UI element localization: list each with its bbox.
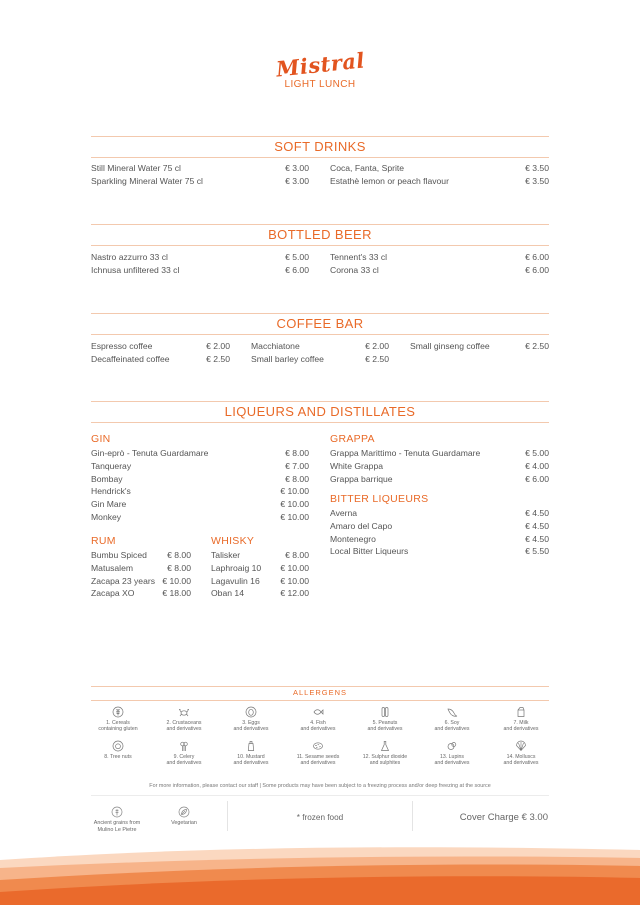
allergen-line1: 1. Cereals [106, 720, 130, 726]
subsection-title-grappa: GRAPPA [330, 433, 375, 445]
soy-icon [446, 706, 458, 718]
fish-icon [312, 706, 324, 718]
item-name: Montenegro [330, 533, 376, 544]
subsection-title-gin: GIN [91, 433, 111, 445]
menu-item [330, 162, 549, 175]
divider [91, 700, 549, 701]
allergen-line2: and derivatives [233, 760, 269, 766]
item-price: € 10.00 [280, 511, 309, 522]
allergen-soy [417, 706, 487, 732]
cover-charge: Cover Charge € 3.00 [459, 812, 548, 823]
milk-icon [515, 706, 527, 718]
item-price: € 10.00 [280, 486, 309, 497]
coffee-col-2 [251, 340, 389, 366]
item-name: Matusalem [91, 562, 134, 573]
divider [91, 686, 549, 687]
allergen-peanuts [350, 706, 420, 732]
menu-item [330, 473, 549, 486]
divider [91, 136, 549, 137]
menu-item [91, 162, 309, 175]
brand-logo [0, 47, 640, 90]
allergens-title: ALLERGENS [292, 688, 348, 697]
item-name: Tennent's 33 cl [330, 252, 388, 262]
item-name: Talisker [211, 550, 241, 560]
menu-item [251, 340, 389, 353]
menu-item [91, 549, 191, 562]
brand-subtitle: LIGHT LUNCH [284, 79, 356, 90]
allergen-line2: and derivatives [300, 726, 336, 732]
allergen-milk [486, 706, 556, 732]
whisky-list [211, 533, 309, 600]
item-name: White Grappa [330, 460, 384, 471]
crab-icon [178, 706, 190, 718]
subsection-title-bitter: BITTER LIQUEURS [330, 493, 429, 505]
menu-item [91, 447, 309, 460]
item-price: € 8.00 [167, 550, 191, 560]
shell-icon [515, 740, 527, 752]
nut-icon [112, 740, 124, 752]
flask-icon [379, 740, 391, 752]
peanut-icon [379, 706, 391, 718]
item-name: Hendrick's [91, 486, 131, 497]
brand-name: Mistral [274, 47, 366, 82]
item-price: € 5.50 [525, 546, 549, 557]
item-name: Bombay [91, 473, 123, 484]
menu-item [211, 549, 309, 562]
ancient-grains-line1: Ancient grains from [93, 820, 141, 826]
menu-item [330, 520, 549, 533]
item-price: € 3.00 [285, 175, 309, 186]
item-price: € 2.00 [365, 341, 389, 351]
allergen-line1: 8. Tree nuts [104, 754, 132, 760]
menu-item [330, 545, 549, 558]
menu-item [330, 533, 549, 546]
menu-item [91, 460, 309, 473]
frozen-food-note: * frozen food [296, 813, 344, 822]
allergen-line2: and derivatives [233, 726, 269, 732]
menu-item [91, 353, 230, 366]
menu-item [330, 175, 549, 188]
allergen-line2: and sulphites [369, 760, 401, 766]
bitter-list [330, 491, 549, 558]
item-name: Coca, Fanta, Sprite [330, 163, 405, 173]
menu-item [330, 507, 549, 520]
menu-item [211, 587, 309, 600]
allergen-line1: 10. Mustard [237, 754, 265, 760]
allergen-line1: 14. Molluscs [506, 754, 536, 760]
decorative-waves [0, 840, 640, 905]
allergen-cereals [83, 706, 153, 732]
allergen-line1: 3. Eggs [242, 720, 260, 726]
rum-list [91, 533, 191, 600]
item-name: Lagavulin 16 [211, 575, 260, 586]
allergen-lupins [417, 740, 487, 766]
item-name: Grappa Marittimo - Tenuta Guardamare [330, 448, 481, 458]
item-price: € 4.50 [525, 508, 549, 518]
menu-item [330, 447, 549, 460]
allergen-line1: 9. Celery [173, 754, 195, 760]
allergen-tree-nuts [83, 740, 153, 760]
allergen-line1: 2. Crustaceans [166, 720, 202, 726]
sesame-icon [312, 740, 324, 752]
menu-item [91, 485, 309, 498]
celery-icon [178, 740, 190, 752]
item-price: € 12.00 [280, 588, 309, 599]
allergen-sulphites [350, 740, 420, 766]
ancient-grains-legend [83, 806, 151, 833]
allergen-line2: and derivatives [503, 726, 539, 732]
leaf-icon [178, 806, 190, 818]
item-name: Oban 14 [211, 588, 244, 599]
item-name: Sparkling Mineral Water 75 cl [91, 175, 203, 186]
divider [91, 401, 549, 402]
vegetarian-label: Vegetarian [171, 820, 197, 826]
item-name: Grappa barrique [330, 473, 393, 484]
item-price: € 6.00 [525, 252, 549, 262]
item-price: € 8.00 [285, 550, 309, 560]
egg-icon [245, 706, 257, 718]
item-name: Averna [330, 508, 358, 518]
allergen-line2: and derivatives [367, 726, 403, 732]
item-price: € 10.00 [280, 575, 309, 586]
menu-item [91, 175, 309, 188]
menu-item [91, 340, 230, 353]
item-name: Corona 33 cl [330, 264, 379, 275]
allergen-line1: 4. Fish [310, 720, 326, 726]
ancient-grains-line2: Mulino Le Pietre [97, 826, 137, 833]
divider [91, 245, 549, 246]
item-name: Ichnusa unfiltered 33 cl [91, 264, 180, 275]
item-name: Small ginseng coffee [410, 341, 490, 351]
item-name: Bumbu Spiced [91, 550, 147, 560]
allergen-sesame [283, 740, 353, 766]
item-price: € 10.00 [280, 562, 309, 573]
item-price: € 8.00 [285, 473, 309, 484]
section-title-liqueurs: LIQUEURS AND DISTILLATES [224, 404, 416, 419]
allergens-note: For more information, please contact our staff | Some products may have been subject to a freezing process and/or deep freezing at the source [149, 783, 491, 789]
menu-item [211, 575, 309, 588]
item-price: € 4.00 [525, 460, 549, 471]
item-price: € 8.00 [285, 448, 309, 458]
allergen-line1: 11. Sesame seeds [296, 754, 340, 760]
item-name: Still Mineral Water 75 cl [91, 163, 181, 173]
menu-item [91, 587, 191, 600]
allergen-eggs [216, 706, 286, 732]
item-price: € 10.00 [280, 499, 309, 510]
item-price: € 4.50 [525, 533, 549, 544]
menu-item [91, 511, 309, 524]
divider [91, 157, 549, 158]
coffee-col-1 [91, 340, 230, 366]
allergen-line2: and derivatives [300, 760, 336, 766]
item-price: € 18.00 [162, 588, 191, 599]
allergen-fish [283, 706, 353, 732]
divider [91, 334, 549, 335]
item-name: Tanqueray [91, 460, 132, 471]
allergen-line1: 6. Soy [444, 720, 460, 726]
menu-item [91, 562, 191, 575]
beer-right [330, 251, 549, 277]
menu-item [330, 251, 549, 264]
allergen-line1: 12. Sulphur dioxide [362, 754, 408, 760]
item-name: Estathè lemon or peach flavour [330, 175, 449, 186]
allergen-line2: and derivatives [166, 760, 202, 766]
allergen-celery [149, 740, 219, 766]
item-price: € 10.00 [162, 575, 191, 586]
allergen-line2: and derivatives [434, 726, 470, 732]
item-name: Decaffeinated coffee [91, 353, 170, 364]
coffee-col-3 [410, 340, 549, 353]
allergen-line2: and derivatives [166, 726, 202, 732]
allergen-molluscs [486, 740, 556, 766]
item-price: € 2.00 [206, 341, 230, 351]
menu-item [91, 473, 309, 486]
menu-item [251, 353, 389, 366]
item-price: € 3.50 [525, 163, 549, 173]
allergen-line2: containing gluten [98, 726, 138, 732]
menu-item [91, 575, 191, 588]
item-price: € 6.00 [525, 264, 549, 275]
allergen-line1: 13. Lupins [440, 754, 464, 760]
divider [412, 801, 413, 831]
soft-drinks-right [330, 162, 549, 188]
menu-item [91, 264, 309, 277]
menu-item [330, 264, 549, 277]
item-price: € 5.00 [285, 252, 309, 262]
item-price: € 6.00 [525, 473, 549, 484]
allergen-line1: 7. Milk [513, 720, 529, 726]
allergen-mustard [216, 740, 286, 766]
vegetarian-legend [157, 806, 211, 827]
section-title-coffee-bar: COFFEE BAR [276, 316, 364, 331]
item-name: Zacapa XO [91, 588, 135, 599]
subsection-title-whisky: WHISKY [211, 535, 255, 547]
menu-item [91, 251, 309, 264]
soft-drinks-left [91, 162, 309, 188]
item-price: € 4.50 [525, 520, 549, 531]
grappa-list [330, 431, 549, 485]
item-price: € 3.50 [525, 175, 549, 186]
allergen-line1: 5. Peanuts [372, 720, 398, 726]
item-name: Small barley coffee [251, 353, 324, 364]
item-name: Zacapa 23 years [91, 575, 156, 586]
wheat-icon [112, 706, 124, 718]
item-price: € 8.00 [167, 562, 191, 573]
item-name: Monkey [91, 511, 122, 522]
item-name: Amaro del Capo [330, 520, 393, 531]
divider [91, 224, 549, 225]
section-title-soft-drinks: SOFT DRINKS [274, 139, 366, 154]
item-price: € 5.00 [525, 448, 549, 458]
item-name: Gin Mare [91, 499, 127, 510]
mustard-icon [245, 740, 257, 752]
divider [91, 313, 549, 314]
divider [91, 422, 549, 423]
allergen-crustaceans [149, 706, 219, 732]
divider [91, 795, 549, 796]
item-name: Laphroaig 10 [211, 562, 262, 573]
item-price: € 2.50 [206, 353, 230, 364]
menu-item [91, 498, 309, 511]
subsection-title-rum: RUM [91, 535, 116, 547]
section-title-bottled-beer: BOTTLED BEER [268, 227, 372, 242]
item-price: € 2.50 [365, 353, 389, 364]
item-name: Macchiatone [251, 341, 300, 351]
item-name: Nastro azzurro 33 cl [91, 252, 168, 262]
item-price: € 6.00 [285, 264, 309, 275]
item-name: Local Bitter Liqueurs [330, 546, 409, 557]
gin-list [91, 431, 309, 524]
item-name: Espresso coffee [91, 341, 153, 351]
menu-item [211, 562, 309, 575]
lupin-icon [446, 740, 458, 752]
menu-item [410, 340, 549, 353]
item-price: € 7.00 [285, 460, 309, 471]
ancient-grain-icon [111, 806, 123, 818]
item-price: € 3.00 [285, 163, 309, 173]
menu-item [330, 460, 549, 473]
allergen-line2: and derivatives [503, 760, 539, 766]
allergen-line2: and derivatives [434, 760, 470, 766]
item-name: Gin-eprò - Tenuta Guardamare [91, 448, 209, 458]
item-price: € 2.50 [525, 341, 549, 351]
beer-left [91, 251, 309, 277]
